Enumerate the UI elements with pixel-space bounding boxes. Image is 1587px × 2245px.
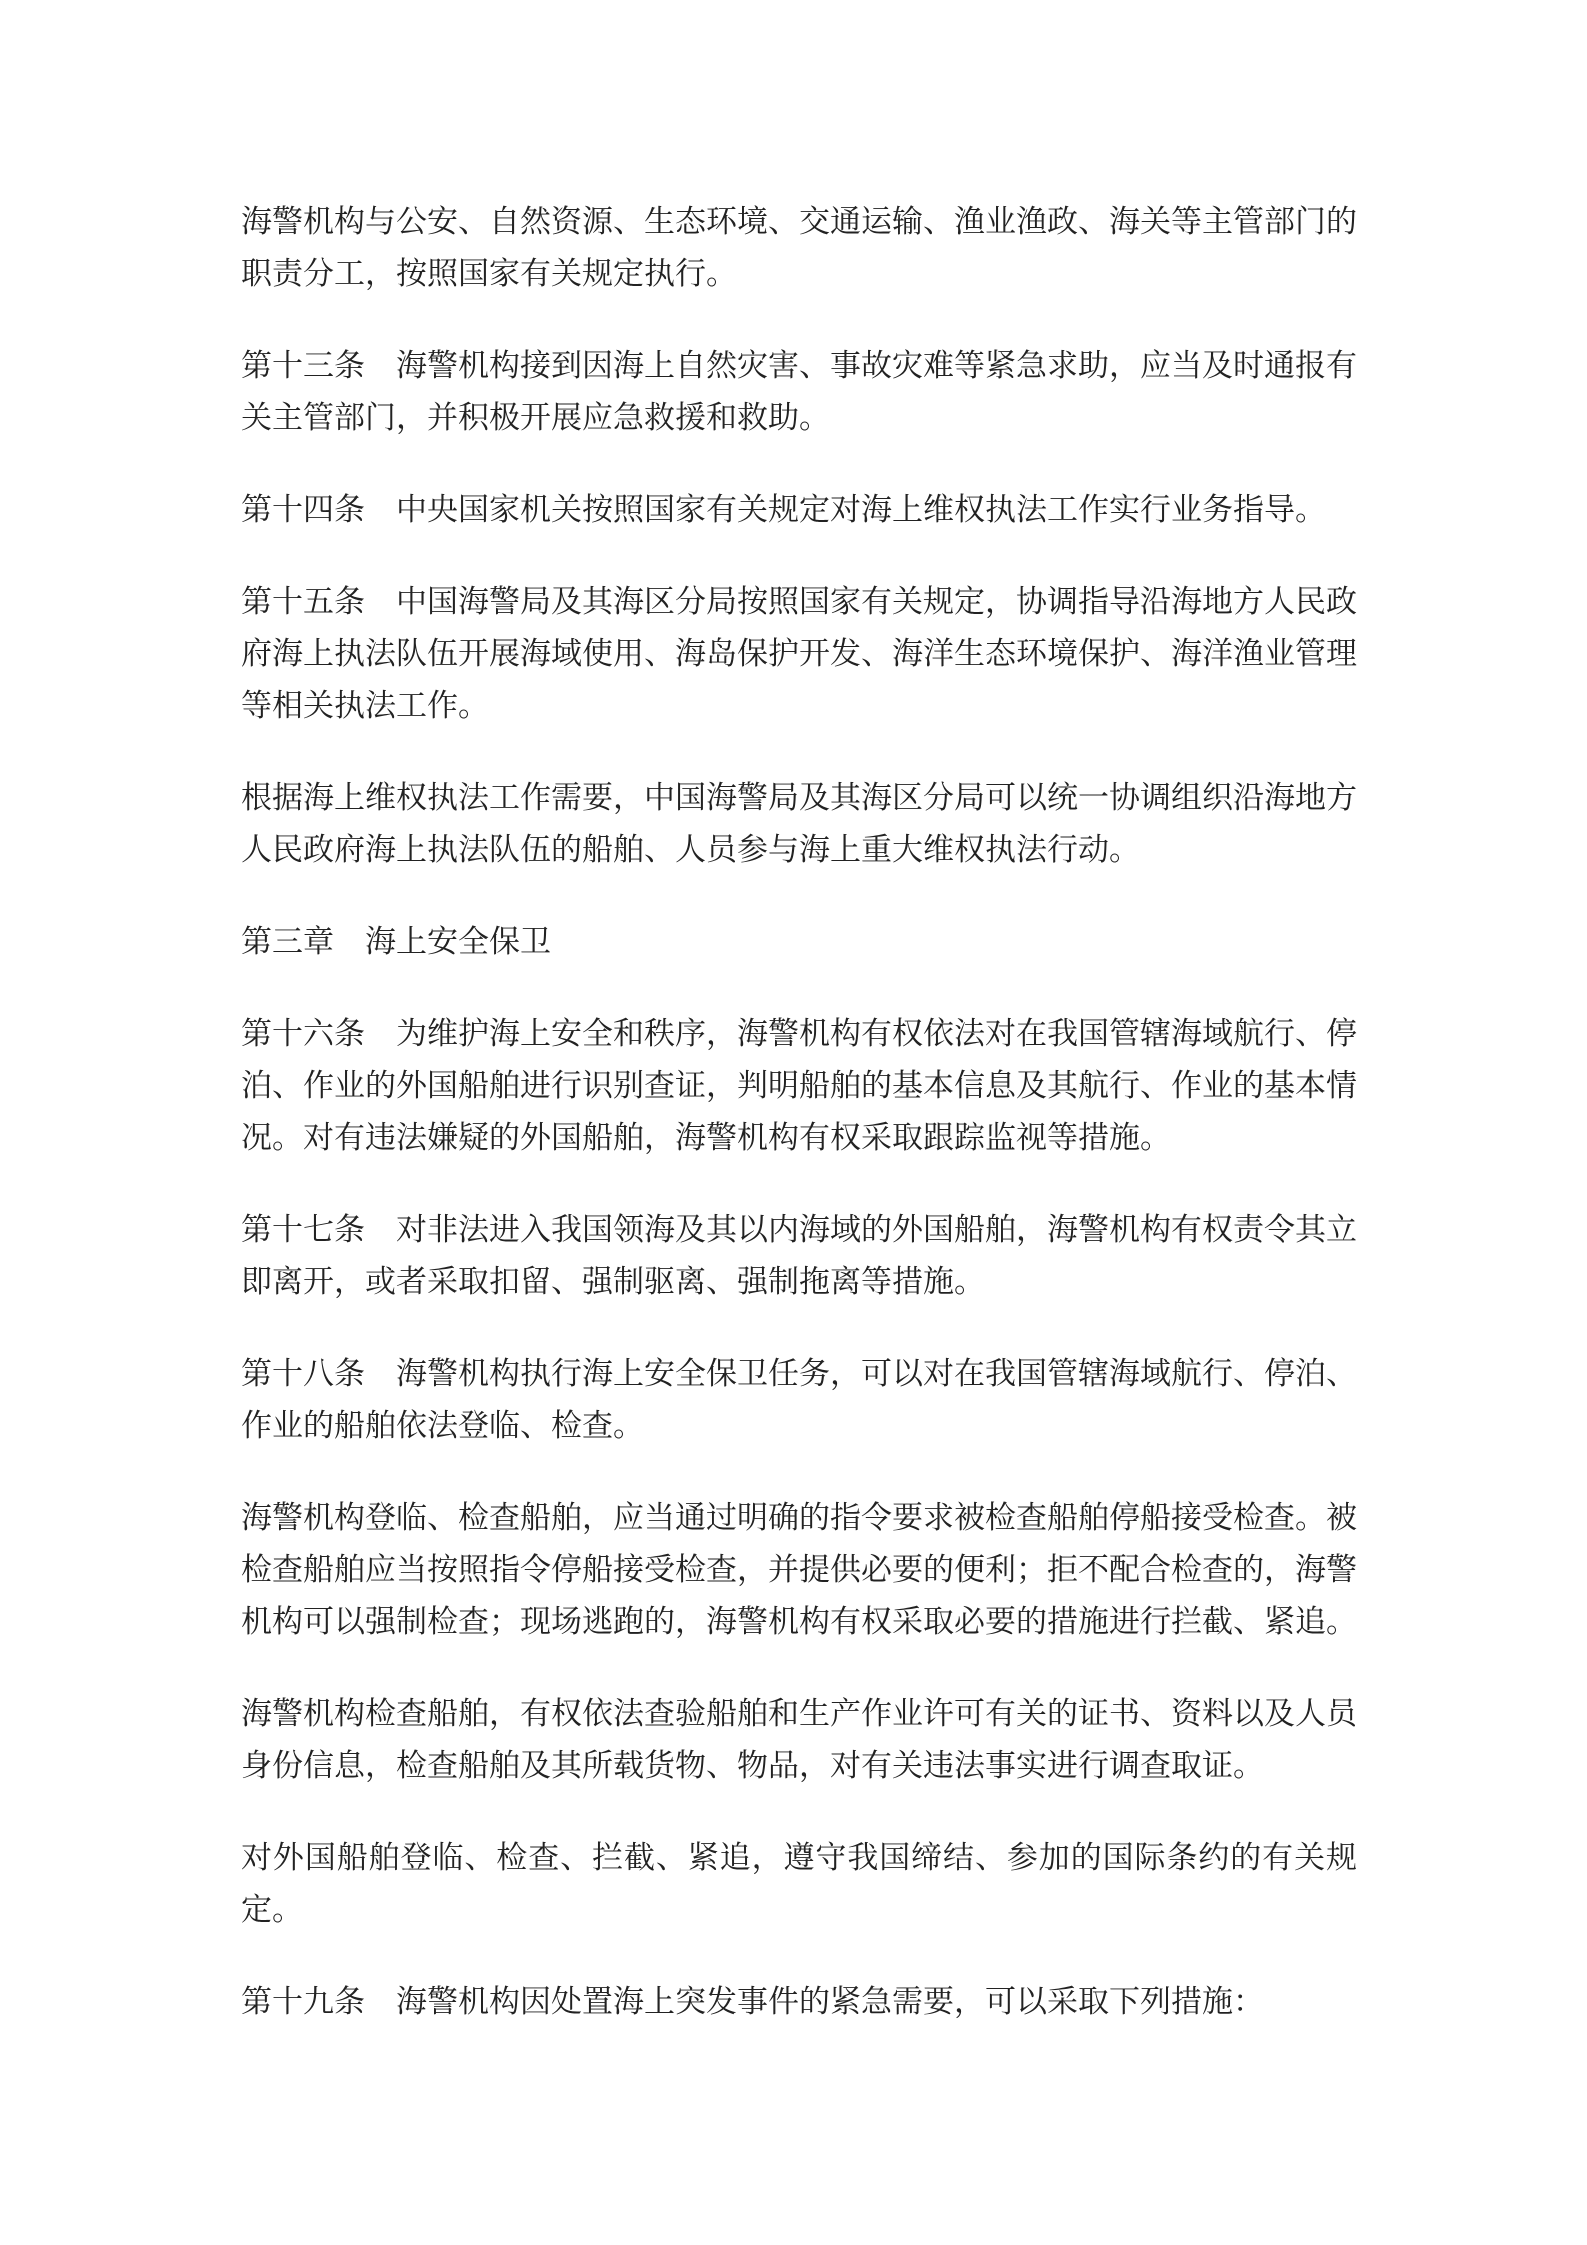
article-15: 第十五条 中国海警局及其海区分局按照国家有关规定，协调指导沿海地方人民政府海上执法队伍开展海域使用、海岛保护开发、海洋生态环境保护、海洋渔业管理等相关执法工作。 bbox=[241, 584, 1357, 724]
article-13: 第十三条 海警机构接到因海上自然灾害、事故灾难等紧急求助，应当及时通报有关主管部门，并积极开展应急救援和救助。 bbox=[241, 348, 1357, 436]
paragraph: 根据海上维权执法工作需要，中国海警局及其海区分局可以统一协调组织沿海地方人民政府海上执法队伍的船舶、人员参与海上重大维权执法行动。 bbox=[241, 780, 1357, 868]
paragraph: 海警机构与公安、自然资源、生态环境、交通运输、渔业渔政、海关等主管部门的职责分工，按照国家有关规定执行。 bbox=[241, 204, 1357, 292]
article-14: 第十四条 中央国家机关按照国家有关规定对海上维权执法工作实行业务指导。 bbox=[241, 492, 1326, 528]
article-17: 第十七条 对非法进入我国领海及其以内海域的外国船舶，海警机构有权责令其立即离开，或者采取扣留、强制驱离、强制拖离等措施。 bbox=[241, 1212, 1357, 1300]
paragraph: 对外国船舶登临、检查、拦截、紧追，遵守我国缔结、参加的国际条约的有关规定。 bbox=[241, 1840, 1357, 1928]
article-18: 第十八条 海警机构执行海上安全保卫任务，可以对在我国管辖海域航行、停泊、作业的船舶依法登临、检查。 bbox=[241, 1356, 1357, 1444]
article-19: 第十九条 海警机构因处置海上突发事件的紧急需要，可以采取下列措施： bbox=[241, 1984, 1264, 2020]
article-16: 第十六条 为维护海上安全和秩序，海警机构有权依法对在我国管辖海域航行、停泊、作业的外国船舶进行识别查证，判明船舶的基本信息及其航行、作业的基本情况。对有违法嫌疑的外国船舶，海警机构有权采取跟踪监视等措施。 bbox=[241, 1016, 1357, 1156]
paragraph: 海警机构登临、检查船舶，应当通过明确的指令要求被检查船舶停船接受检查。被检查船舶应当按照指令停船接受检查，并提供必要的便利；拒不配合检查的，海警机构可以强制检查；现场逃跑的，海警机构有权采取必要的措施进行拦截、紧追。 bbox=[241, 1500, 1357, 1640]
document-page bbox=[241, 196, 1357, 2068]
paragraph: 海警机构检查船舶，有权依法查验船舶和生产作业许可有关的证书、资料以及人员身份信息，检查船舶及其所载货物、物品，对有关违法事实进行调查取证。 bbox=[241, 1696, 1357, 1784]
chapter-heading: 第三章 海上安全保卫 bbox=[241, 924, 551, 960]
